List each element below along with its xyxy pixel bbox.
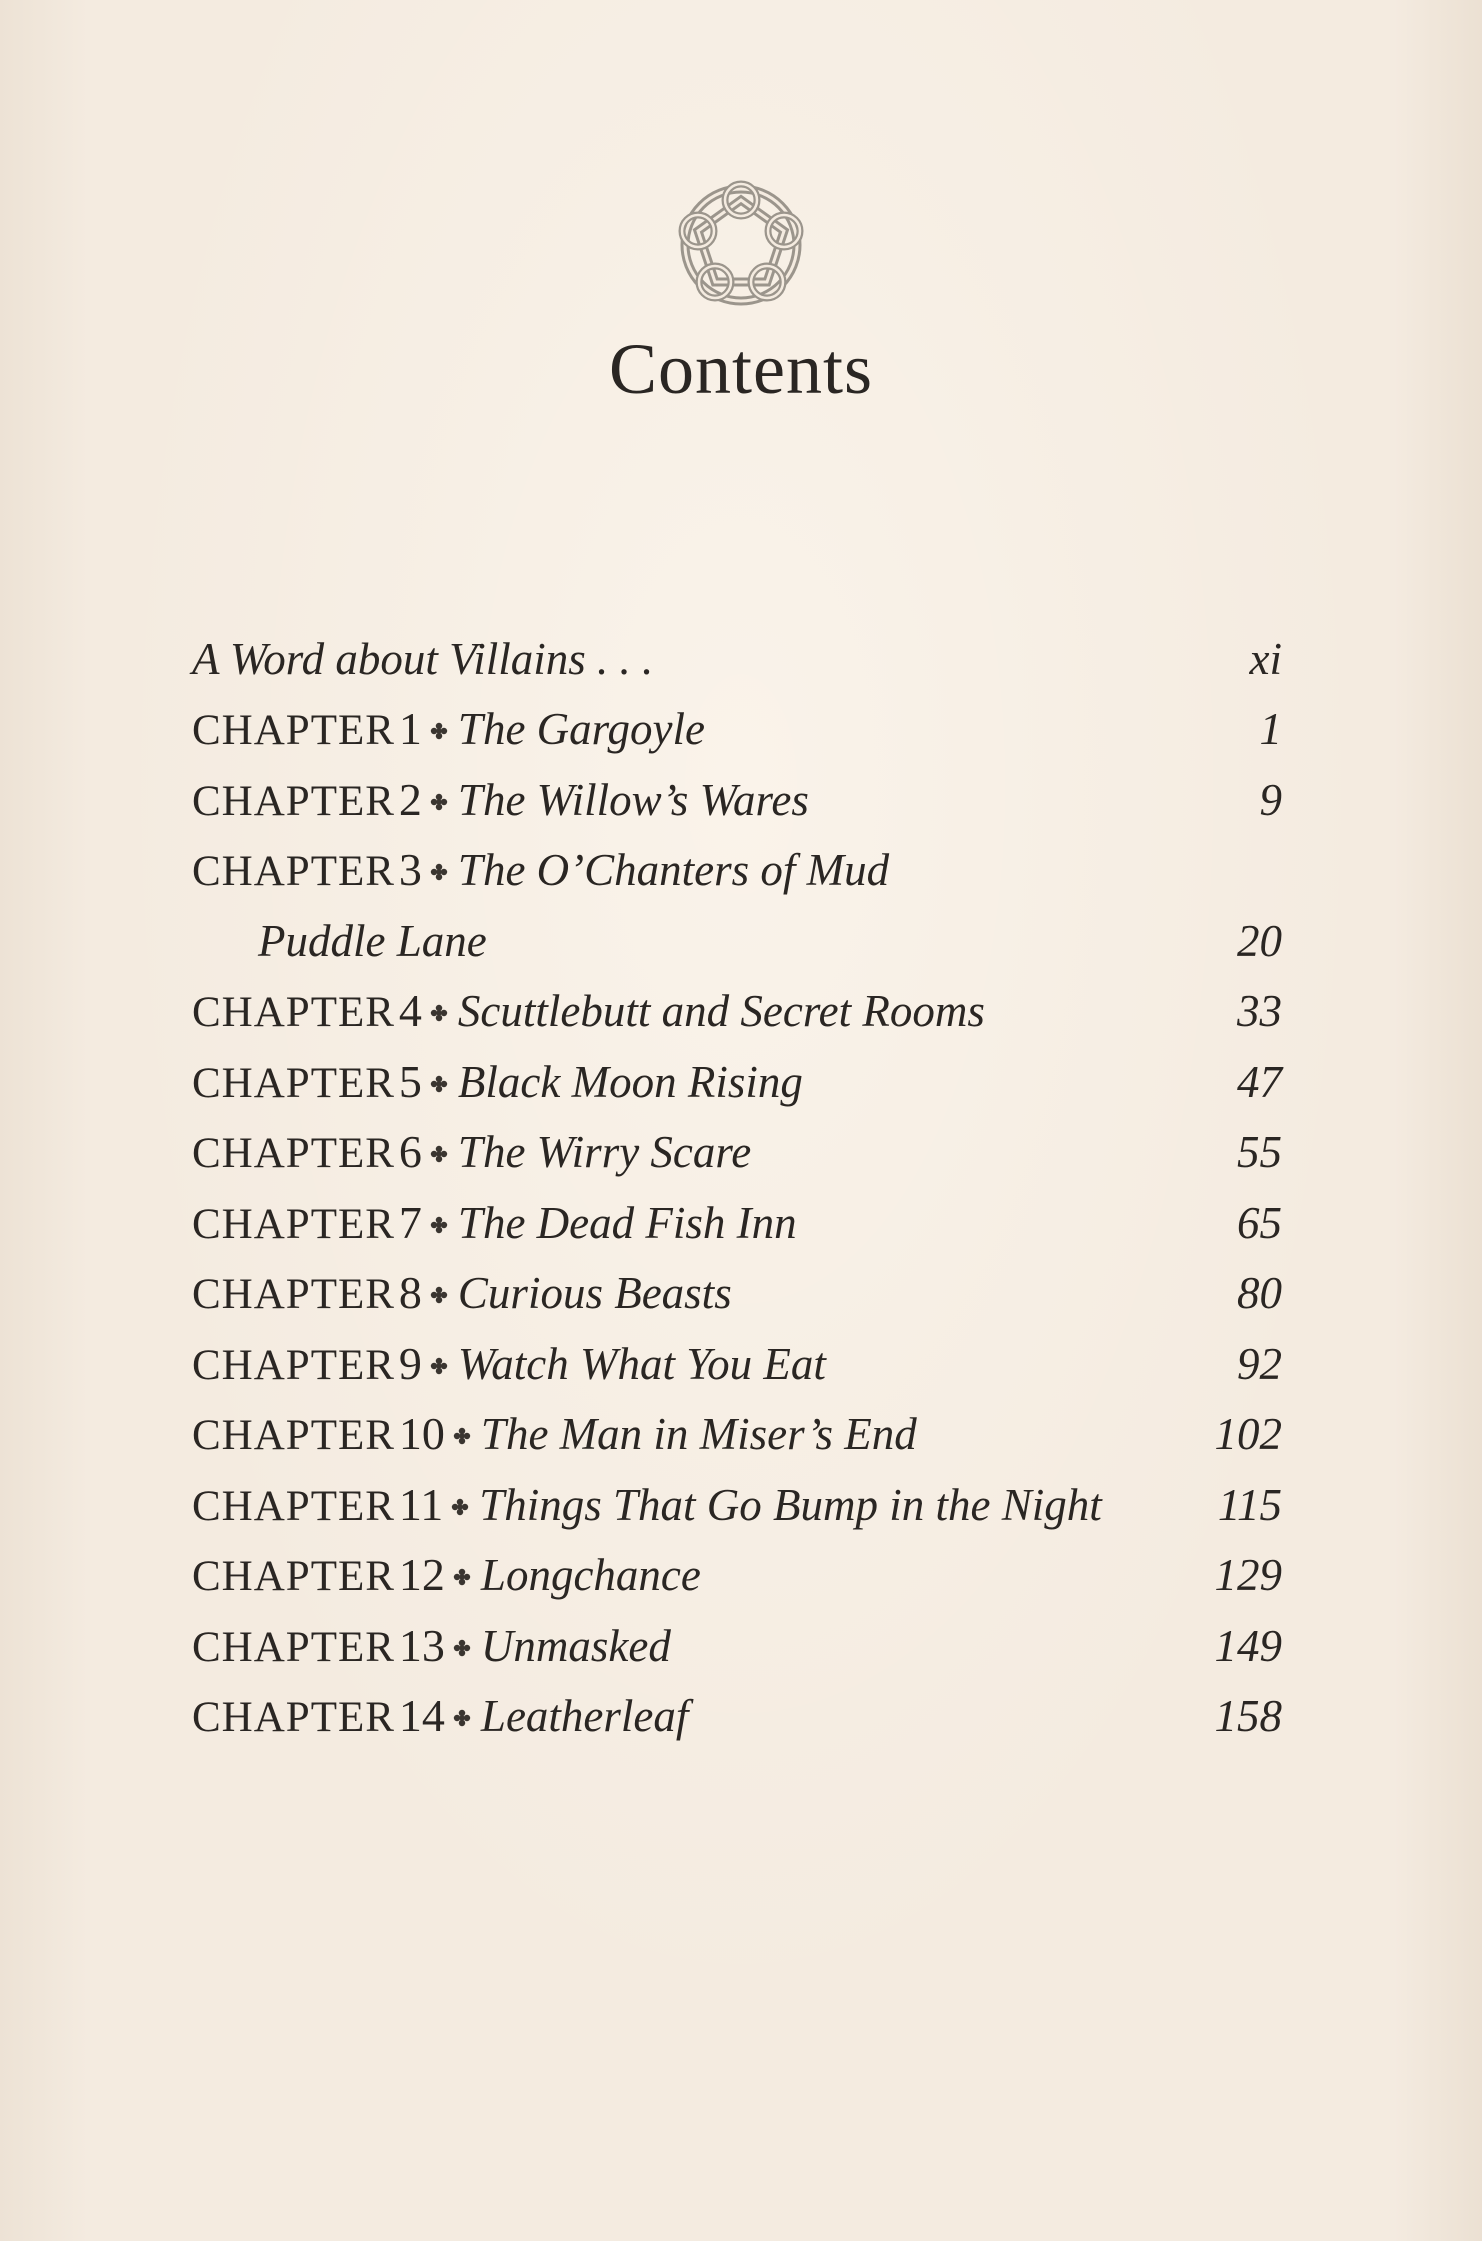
chapter-number: 3 xyxy=(398,844,422,895)
toc-entry xyxy=(192,766,1282,837)
toc-entry-label xyxy=(192,633,654,684)
toc-entry xyxy=(192,1612,1282,1683)
chapter-label: CHAPTER xyxy=(192,989,395,1036)
toc-entry-label xyxy=(258,915,487,966)
flower-ornament-icon xyxy=(430,776,448,794)
flower-ornament-icon xyxy=(451,1481,469,1499)
chapter-title: The Wirry Scare xyxy=(457,1127,752,1177)
flower-ornament-icon xyxy=(430,1269,448,1287)
toc-entry-label xyxy=(192,1128,751,1175)
chapter-label: CHAPTER xyxy=(192,707,395,754)
chapter-title: Unmasked xyxy=(480,1620,671,1671)
chapter-title: Longchance xyxy=(480,1550,701,1600)
toc-entry xyxy=(192,1330,1282,1401)
chapter-label: CHAPTER xyxy=(192,1482,395,1530)
toc-entry xyxy=(192,837,1282,908)
page-number: 92 xyxy=(1237,1338,1282,1389)
chapter-number: 1 xyxy=(398,703,422,754)
chapter-title: The Gargoyle xyxy=(457,704,705,754)
chapter-label: CHAPTER xyxy=(192,1059,395,1107)
chapter-number: 6 xyxy=(398,1126,422,1177)
flower-ornament-icon xyxy=(430,987,448,1005)
chapter-title: The Man in Miser’s End xyxy=(480,1409,917,1459)
toc-entry-label xyxy=(192,773,809,825)
toc-entry-label xyxy=(192,1269,732,1316)
page-number: 47 xyxy=(1237,1056,1282,1107)
chapter-number: 8 xyxy=(398,1267,422,1318)
chapter-label: CHAPTER xyxy=(192,1271,395,1318)
chapter-title: Black Moon Rising xyxy=(457,1056,803,1107)
flower-ornament-icon xyxy=(453,1410,471,1428)
chapter-title: The Willow’s Wares xyxy=(457,774,809,825)
chapter-title-continued: Puddle Lane xyxy=(258,915,487,966)
page-number: 20 xyxy=(1237,915,1282,966)
chapter-title: A Word about Villains . . . xyxy=(192,633,654,684)
flower-ornament-icon xyxy=(453,1692,471,1710)
toc-entry-label xyxy=(192,1478,1102,1530)
toc-entry-label xyxy=(192,1619,671,1671)
chapter-number: 11 xyxy=(398,1478,444,1530)
chapter-label: CHAPTER xyxy=(192,1412,395,1459)
chapter-label: CHAPTER xyxy=(192,777,395,825)
chapter-title: Leatherleaf xyxy=(480,1691,689,1741)
chapter-number: 14 xyxy=(398,1690,445,1741)
toc-entry xyxy=(192,1683,1282,1754)
chapter-title: Curious Beasts xyxy=(457,1268,732,1318)
page-number: 149 xyxy=(1214,1620,1282,1671)
toc-entry-label xyxy=(192,1692,688,1739)
chapter-title: The O’Chanters of Mud xyxy=(457,845,890,895)
chapter-number: 4 xyxy=(398,985,422,1036)
toc-entry xyxy=(192,1401,1282,1472)
toc-entry xyxy=(192,1260,1282,1331)
page-number: 129 xyxy=(1214,1550,1282,1600)
chapter-title: Things That Go Bump in the Night xyxy=(479,1479,1102,1530)
page-number: 65 xyxy=(1237,1197,1282,1248)
toc-entry-label xyxy=(192,987,985,1034)
flower-ornament-icon xyxy=(430,1340,448,1358)
chapter-number: 9 xyxy=(398,1337,422,1389)
toc-entry-label xyxy=(192,1055,803,1107)
flower-ornament-icon xyxy=(453,1622,471,1640)
flower-ornament-icon xyxy=(430,705,448,723)
chapter-number: 13 xyxy=(398,1619,445,1671)
flower-ornament-icon xyxy=(430,1058,448,1076)
toc-entry xyxy=(192,625,1282,696)
chapter-label: CHAPTER xyxy=(192,1623,395,1671)
chapter-label: CHAPTER xyxy=(192,848,395,895)
toc-entry xyxy=(192,1471,1282,1542)
chapter-number: 5 xyxy=(398,1055,422,1107)
toc-entry-label xyxy=(192,705,705,752)
toc-entry xyxy=(192,1119,1282,1190)
chapter-number: 7 xyxy=(398,1196,422,1248)
page-number: xi xyxy=(1249,633,1282,684)
flower-ornament-icon xyxy=(430,846,448,864)
page-number: 33 xyxy=(1237,986,1282,1036)
page-number: 115 xyxy=(1217,1479,1282,1530)
chapter-title: Watch What You Eat xyxy=(457,1338,826,1389)
chapter-label: CHAPTER xyxy=(192,1200,395,1248)
toc-entry-label xyxy=(192,1196,797,1248)
page-number: 102 xyxy=(1214,1409,1282,1459)
chapter-label: CHAPTER xyxy=(192,1341,395,1389)
page-title: Contents xyxy=(608,329,873,409)
page-number: 55 xyxy=(1237,1127,1282,1177)
chapter-number: 10 xyxy=(398,1408,445,1459)
flower-ornament-icon xyxy=(430,1128,448,1146)
toc-entry-continued xyxy=(192,907,1282,978)
toc-entry-label xyxy=(192,846,889,893)
celtic-knot-icon xyxy=(666,170,816,320)
flower-ornament-icon xyxy=(453,1551,471,1569)
chapter-label: CHAPTER xyxy=(192,1130,395,1177)
toc-entry xyxy=(192,1048,1282,1119)
page-number: 1 xyxy=(1259,704,1282,754)
toc-entry-label xyxy=(192,1551,701,1598)
chapter-label: CHAPTER xyxy=(192,1553,395,1600)
table-of-contents xyxy=(192,625,1282,1753)
toc-entry-label xyxy=(192,1337,826,1389)
toc-entry xyxy=(192,1189,1282,1260)
toc-entry xyxy=(192,696,1282,767)
flower-ornament-icon xyxy=(430,1199,448,1217)
chapter-title: Scuttlebutt and Secret Rooms xyxy=(457,986,985,1036)
chapter-number: 12 xyxy=(398,1549,445,1600)
page-number: 158 xyxy=(1214,1691,1282,1741)
page-number: 9 xyxy=(1259,774,1282,825)
chapter-label: CHAPTER xyxy=(192,1694,395,1741)
toc-entry-label xyxy=(192,1410,917,1457)
toc-entry xyxy=(192,978,1282,1049)
page-number: 80 xyxy=(1237,1268,1282,1318)
chapter-title: The Dead Fish Inn xyxy=(457,1197,797,1248)
toc-entry xyxy=(192,1542,1282,1613)
chapter-number: 2 xyxy=(398,773,422,825)
